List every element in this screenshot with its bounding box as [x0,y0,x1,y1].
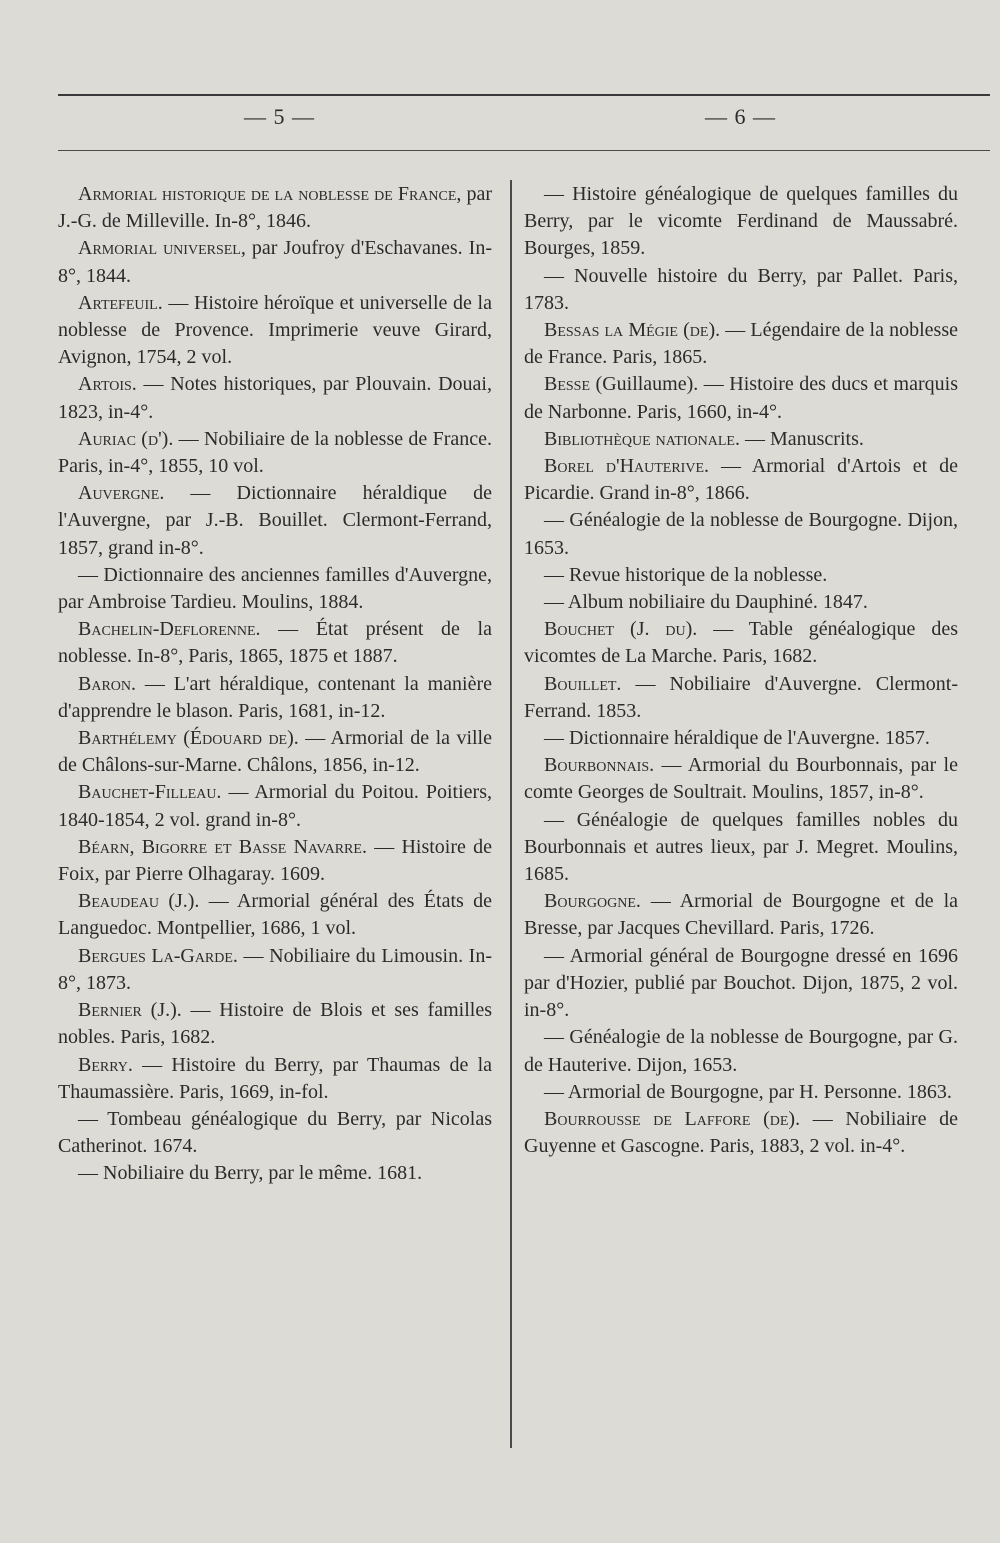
bibliography-entry [58,562,492,616]
entry-heading: Artefeuil. [78,291,163,314]
bibliography-entry [58,888,492,942]
bibliography-entry [524,1024,958,1078]
entry-text: par Joufroy d'Eschavanes. In-8°, 1844. [58,237,493,287]
entry-text: — Histoire de Blois et ses familles nobles. Paris, 1682. [58,999,492,1049]
page-number-left: — 5 — [244,104,315,129]
left-column [58,181,492,1188]
entry-text: — Légendaire de la noblesse de France. Paris, 1865. [524,319,958,369]
bibliography-entry [58,371,492,425]
header-rule-bottom [58,150,990,151]
entry-heading: Auvergne. [78,482,165,505]
entry-text: — Table généalogique des vicomtes de La Marche. Paris, 1682. [524,618,958,668]
column-divider [510,180,512,1448]
entry-text: — Manuscrits. [739,427,864,450]
bibliography-entry [524,589,958,616]
entry-heading: Bourbonnais. [544,754,655,777]
bibliography-entry [58,943,492,997]
entry-heading: Artois. [78,373,137,396]
bibliography-entry [524,1079,958,1106]
bibliography-entry [524,616,958,670]
bibliography-entry [58,997,492,1051]
entry-heading: Bibliothèque nationale. [544,427,740,450]
bibliography-entry [524,181,958,263]
entry-heading: Armorial universel, [78,237,246,260]
entry-text: — Dictionnaire héraldique de l'Auvergne, par J.-B. Bouillet. Clermont-Ferrand, 1857, grand in-8°. [58,482,492,559]
entry-text: — Nobiliaire d'Auvergne. Clermont-Ferrand. 1853. [524,672,958,722]
bibliography-entry [58,616,492,670]
bibliography-entry [524,507,958,561]
entry-text: — Tombeau généalogique du Berry, par Nicolas Catherinot. 1674. [58,1107,492,1158]
bibliography-entry [524,725,958,752]
entry-text: — Histoire héroïque et universelle de la noblesse de Provence. Imprimerie veuve Girard, Avignon, 1754, 2 vol. [58,291,492,369]
bibliography-entry [524,562,958,589]
bibliography-entry [524,671,958,725]
bibliography-entry [58,181,492,235]
entry-heading: Borel d'Hauterive. [544,455,710,478]
entry-text: — Armorial du Bourbonnais, par le comte Georges de Soultrait. Moulins, 1857, in-8°. [524,754,958,804]
entry-heading: Baron. [78,672,137,695]
bibliography-entry [524,317,958,371]
bibliography-entry [58,779,492,833]
bibliography-entry [58,480,492,562]
entry-heading: Bourrousse de Laffore (de). [544,1107,801,1130]
entry-text: — Généalogie de la noblesse de Bourgogne. Dijon, 1653. [524,509,958,559]
bibliography-entry [58,426,492,480]
entry-heading: Armorial historique de la noblesse de France, [78,183,462,205]
bibliography-entry [58,725,492,779]
entry-heading: Bachelin-Deflorenne. [78,618,261,641]
entry-heading: Beaudeau (J.). [78,890,200,913]
entry-text: — Album nobiliaire du Dauphiné. 1847. [544,591,868,614]
entry-text: — Nobiliaire de Guyenne et Gascogne. Paris, 1883, 2 vol. in-4°. [524,1107,958,1158]
bibliography-entry [524,371,958,425]
entry-heading: Bergues La-Garde. [78,944,238,967]
entry-heading: Besse [544,373,591,396]
entry-heading: Barthélemy (Édouard de). [78,727,299,750]
entry-text: — Histoire de Foix, par Pierre Olhagaray. 1609. [58,835,492,886]
header-rule-top [58,94,990,96]
bibliography-entry [524,426,958,453]
entry-text: — Armorial de Bourgogne et de la Bresse, par Jacques Chevillard. Paris, 1726. [524,890,958,940]
entry-heading: Bessas la Mégie (de). [544,319,721,342]
entry-text: — Notes historiques, par Plouvain. Douai, 1823, in-4°. [58,373,492,423]
entry-text: — Dictionnaire héraldique de l'Auvergne. 1857. [544,727,930,750]
bibliography-entry [524,263,958,317]
entry-text: — Armorial général des États de Languedoc. Montpellier, 1686, 1 vol. [58,890,492,940]
bibliography-entry [524,888,958,942]
bibliography-entry [58,1052,492,1106]
entry-heading: Berry. [78,1053,133,1076]
entry-heading: Bourgogne. [544,890,641,913]
entry-text: — Nobiliaire du Limousin. In-8°, 1873. [58,944,492,994]
entry-text: — Nouvelle histoire du Berry, par Pallet. Paris, 1783. [524,264,958,314]
entry-heading: Bauchet-Filleau. [78,781,222,804]
bibliography-entry [58,671,492,725]
entry-text: par J.-G. de Milleville. In-8°, 1846. [58,183,492,233]
entry-text: — Armorial d'Artois et de Picardie. Grand in-8°, 1866. [524,455,958,505]
bibliography-entry [58,1106,492,1160]
bibliography-entry [58,290,492,372]
bibliography-entry [524,1106,958,1160]
entry-text: — Armorial général de Bourgogne dressé en 1696 par d'Hozier, publié par Bouchot. Dijon, 1875, 2 vol. in-8°. [524,944,958,1022]
entry-text: — Revue historique de la noblesse. [544,563,828,586]
entry-heading: Béarn, Bigorre et Basse Navarre. [78,835,367,858]
bibliography-entry [524,752,958,806]
entry-text: (Guillaume). — Histoire des ducs et marquis de Narbonne. Paris, 1660, in-4°. [524,373,958,423]
bibliography-entry [524,453,958,507]
entry-text: — État présent de la noblesse. In-8°, Paris, 1865, 1875 et 1887. [58,618,492,668]
right-column [524,181,958,1160]
entry-text: — Nobiliaire du Berry, par le même. 1681. [78,1162,423,1185]
bibliography-entry [58,235,492,289]
bibliography-entry [524,943,958,1025]
entry-heading: Auriac (d'). [78,427,174,450]
entry-heading: Bouchet (J. du). [544,618,698,641]
entry-text: — Nobiliaire de la noblesse de France. Paris, in-4°, 1855, 10 vol. [58,427,492,478]
entry-heading: Bouillet. [544,672,622,695]
entry-text: — Histoire généalogique de quelques familles du Berry, par le vicomte Ferdinand de Maussabré. Bourges, 1859. [524,183,958,260]
entry-text: — Armorial de Bourgogne, par H. Personne. 1863. [544,1080,952,1103]
entry-text: — Généalogie de quelques familles nobles du Bourbonnais et autres lieux, par J. Megret. Moulins, 1685. [524,808,958,886]
entry-text: — Histoire du Berry, par Thaumas de la Thaumassière. Paris, 1669, in-fol. [58,1053,492,1103]
page-number-right: — 6 — [705,104,776,129]
bibliography-entry [58,834,492,888]
entry-text: — Dictionnaire des anciennes familles d'Auvergne, par Ambroise Tardieu. Moulins, 1884. [58,563,492,614]
entry-text: — Armorial de la ville de Châlons-sur-Marne. Châlons, 1856, in-12. [58,727,492,777]
entry-heading: Bernier (J.). [78,999,182,1022]
entry-text: — Généalogie de la noblesse de Bourgogne, par G. de Hauterive. Dijon, 1653. [524,1026,958,1076]
entry-text: — L'art héraldique, contenant la manière d'apprendre le blason. Paris, 1681, in-12. [58,672,492,722]
entry-text: — Armorial du Poitou. Poitiers, 1840-1854, 2 vol. grand in-8°. [58,781,492,831]
bibliography-entry [524,807,958,889]
bibliography-entry [58,1160,492,1187]
